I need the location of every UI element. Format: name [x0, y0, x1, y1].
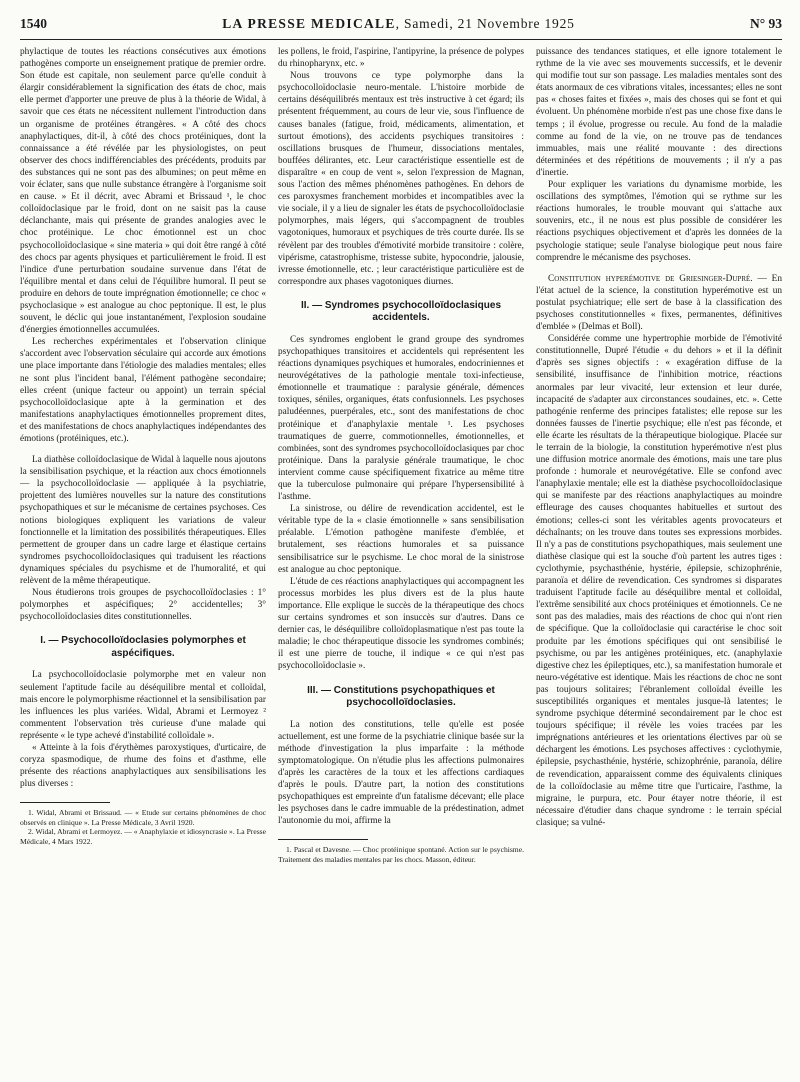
paragraph: Considérée comme une hypertrophie morbide de l'émotivité constitutionnelle, Dupré l'étudie « du dehors » et il la définit d'après ses signes objectifs : « exagération diffuse de la sensibilité, insuffisance de l'inhibition motrice, réactions anormales par leur vivacité, leur extension et leur durée, incapacité de s'adapter aux circonstances soudaines, etc. ». Cette pathogénie renferme des principes fatalistes; elle repose sur les données fausses de l'inertie psychique; elle n'est pas féconde, et elle écarte les résultats de la thérapeutique biologique. Placée sur le terrain de la biologie, la constitution hyperémotive n'est plus une diffusion motrice anormale des émotions, mais une tare plus profonde : humorale et neurovégétative. Elle se confond avec l'anaphylaxie mentale; elle est la diathèse psychocolloïdoclasique qui se manifeste par des réactions anaphylactiques au moindre effleurage des causes choquantes habituelles et surtout des émotions; celles-ci sont les véritables agents provocateurs et déchaînants; on les trouve dans toutes ses expressions morbides. Il n'y a pas de constitutions psychopathiques, mais seulement une diathèse clasique qui est la souche d'où partent les autres tiges : cyclothymie, psychasthénie, hystérie, épilepsie, schizophrénie, paranoïa et délire de revendication. Ces syndromes si disparates traduisent l'aptitude facile au déséquilibre mental et colloïdal, l'extrême sensibilité aux chocs protéiniques et émotionnels. Ce ne sont pas des maladies, mais des réactions de choc qui n'ont rien de spécifique. Que la colloïdoclasie qui caractérise le choc soit produite par les émotions spécifiques qui ont sensibilisé le psychisme, ou par les antigènes protéiniques, etc. (anaphylaxie digestive chez les épileptiques, etc.), sa manifestation humorale et neuro-végétative est identique. Mais les réactions de choc ne sont pas toujours solitaires; l'ébranlement colloïdal éveille les susceptibilités organiques et mentales jusque-là latentes; le syndrome psychique déterminé secondairement par le choc est toujours spécifique; il révèle les voies tracées par les imprégnations antérieures et les orientations électives par où se déchargent les émotions. Les psychoses affectives : cyclothymie, épilepsie, psychasthénie, hystérie, schizophrénie, paranoïa, délire de revendication, apparaissent comme des équivalents cliniques de la colloïdoclasie au même titre que l'urticaire, l'asthme, la migraine, le purpura, etc. Pour étayer notre théorie, il est nécessaire d'étudier dans chaque syndrome : le terrain spécial clasique; sa vulné- [536, 334, 782, 828]
paragraph: L'étude de ces réactions anaphylactiques qui accompagnent les processus morbides les plus divers est de la plus haute importance. Elle explique le succès de la thérapeutique des chocs sur certains syndromes et son insuccès sur d'autres. Dans ce dernier cas, le déséquilibre colloïdoplasmatique n'est pas toute la maladie; le choc thérapeutique dissocie les syndromes combinés; il est une pierre de touche, il indique « ce qui n'est pas psychocolloïdoclasie ». [278, 576, 524, 672]
paragraph: Nous étudierons trois groupes de psychocolloïdoclasies : 1° polymorphes et aspécifiques; 2° accidentelles; 3° psychocolloïdoclasies dites constitutionnelles. [20, 588, 266, 623]
footnote-rule [278, 839, 368, 840]
page-header: 1540 LA PRESSE MEDICALE, Samedi, 21 Novembre 1925 N° 93 [20, 16, 782, 31]
issue-number: N° 93 [749, 16, 782, 31]
section-heading-1: I. — Psychocolloïdoclasies polymorphes et aspécifiques. [40, 635, 246, 659]
run-in-heading: Constitution hyperémotive de Griesinger-Dupré. [548, 273, 753, 284]
paragraph-text: — En l'état actuel de la science, la constitution hyperémotive est un postulat psychiatrique; elle sert de base à la classification des psychoses constitutionnelles « fixes, permanentes, définitives d'emblée » (Delmas et Boll). [536, 273, 782, 333]
paragraph: phylactique de toutes les réactions consécutives aux émotions pathogènes comporte un enseignement pratique de premier ordre. Son étude est capitale, non seulement parce qu'elle conduit à élargir considérablement la signification des états de choc, mais elle permet d'apporter une preuve de plus à la théorie de Widal, à savoir que ces états ne nécessitent nullement l'introduction dans un organisme de protéines étrangères. « A côté des chocs anaphylactiques, dit-il, à côté des chocs protéiniques, dont la connaissance a été révélée par les physiologistes, on peut observer des chocs indifférenciables des précédents, produits par des substances qui ne sont pas des albumines; on peut même en voir éclater, sans que nulle substance étrangère à l'organisme soit en cause. » Et il décrit, avec Abrami et Brissaud ¹, le choc colloïdoclasique par le froid, dont on ne saisit pas la cause déclanchante, mais qui présente de grandes analogies avec le choc protéinique. Le choc émotionnel est un choc psychocolloïdoclasique « sine materia » qui doit être rangé à côté des chocs par agents physiques et particulièrement le froid. Il est l'indice d'une perturbation soudaine survenue dans l'état de l'équilibre mental et dans celui de l'équilibre humoral. Il peut se produire en dehors de toute imprégnation émotionnelle; ce choc « psychoclasique » est analogue au choc peptonique. Il est, le plus souvent, le déclic qui joue instantanément, l'explosion soudaine d'énergies émotionnelles accumulées. [20, 47, 266, 336]
footnote-2: 2. Widal, Abrami et Lermoyez. — « Anaphylaxie et idiosyncrasie ». La Presse Médicale, 4 Mars 1922. [20, 827, 266, 846]
paragraph: La psychocolloïdoclasie polymorphe met en valeur non seulement l'aptitude facile au déséquilibre mental et colloïdal, mais encore le polymorphisme réactionnel et la sensibilisation par les influences les plus variées. Widal, Abrami et Lermoyez ² commentent l'observation très curieuse d'une malade qui représente « le type achevé d'instabilité colloïdale ». [20, 670, 266, 741]
section-heading-2: II. — Syndromes psychocolloïdoclasiques accidentels. [300, 299, 502, 324]
footnote-1: 1. Widal, Abrami et Brissaud. — « Etude sur certains phénomènes de choc observés en clinique ». La Presse Médicale, 3 Avril 1920. [20, 808, 266, 827]
paragraph: « Atteinte à la fois d'érythèmes paroxystiques, d'urticaire, de coryza spasmodique, de rhume des foins et d'asthme, elle présente des réactions anaphylactiques aux sensibilisations les plus diverses : [20, 742, 266, 790]
section-heading-3: III. — Constitutions psychopathiques et psychocolloïdoclasies. [307, 684, 495, 708]
paragraph: Nous trouvons ce type polymorphe dans la psychocolloïdoclasie neuro-mentale. L'histoire morbide de certains déséquilibrés mentaux est très instructive à cet égard; ils présentent fréquemment, au cours de leur vie, sous l'influence de causes banales (fatigue, froid, médicaments, alimentation, et surtout émotions), des accidents psychiques transitoires : oscillations brusques de l'humeur, dissociations mentales, bouffées délirantes, etc. Leur caractéristique essentielle est de disparaître « en coup de vent », selon l'expression de Magnan, sous l'action des mêmes phénomènes pathogènes. En dehors de ces paroxysmes franchement morbides et incompatibles avec la vie sociale, il y a lieu de signaler les états de psychocolloïdoclasie polymorphes, mais légers, qui s'accompagnent de troubles vagotoniques, humoraux et psychiques de très courte durée. Ils se révèlent par des troubles d'émotivité morbide transitoire : colère, vipérisme, catastrophisme, tristesse subite, hypocondrie, jalousie, ivresse émotionnelle, etc. ; leur caractéristique particulière est de correspondre aux phases vagotoniques diurnes. [278, 71, 524, 287]
page-number: 1540 [20, 16, 47, 31]
paragraph: les pollens, le froid, l'aspirine, l'antipyrine, la présence de polypes du rhinopharynx, etc. » [278, 47, 524, 70]
article-columns [20, 46, 782, 1076]
paragraph: La sinistrose, ou délire de revendication accidentel, est le véritable type de la « clasie émotionnelle » sans sensibilisation préalable. L'émotion pathogène manifeste d'emblée, et brutalement, ses réactions humorales et sa puissance sensibilisatrice sur le psychisme. Le choc moral de la sinistrose est analogue au choc peptonique. [278, 504, 524, 575]
newspaper-page [20, 16, 782, 1076]
footnote-rule [20, 802, 110, 803]
paragraph: puissance des tendances statiques, et elle ignore totalement le rythme de la vie avec ses mouvements successifs, et le devenir qui modifie tout sur son passage. Les maladies mentales sont des états anormaux de ces vibrations vitales, incessantes; elles ne sont pas « choses faites et fixées », mais des choses qui se font et qui évoluent. Un phénomène morbide n'est pas une chose fixe dans le temps ; il évolue, progresse ou recule. Au fond de la maladie comme au fond de la vie, on ne trouve pas de tendances immuables, mais une réalité mouvante : des directions déterminées et des répétitions de mouvements ; il n'y a pas d'inertie. [536, 47, 782, 178]
column-2 [278, 46, 524, 1076]
paragraph-constitution [536, 273, 782, 333]
paragraph: Les recherches expérimentales et l'observation clinique s'accordent avec l'observation séculaire qui accorde aux émotions une place importante dans l'étiologie des maladies mentales; elles ne sont plus l'incident banal, l'élément pathogène secondaire; elles créent (unique facteur ou appoint) un terrain spécial psychocolloïdoclasique apte à la germination et des manifestations anaphylactiques émotionnelles proprement dites, et des manifestations de chocs anaphylactiques indépendantes des émotions (protéiniques, etc.). [20, 337, 266, 444]
paragraph: Pour expliquer les variations du dynamisme morbide, les oscillations des symptômes, l'émotion qui se rythme sur les réactions humorales, le trouble mouvant qui s'attache aux souvenirs, etc., il ne nous est plus possible de considérer les réactions psychiques objectivement et d'après les données de la psychologie statique; seule l'analyse biologique peut nous faire comprendre le mécanisme des psychoses. [536, 180, 782, 263]
column-3 [536, 46, 782, 1076]
footnote-1: 1. Pascal et Davesne. — Choc protéinique spontané. Action sur le psychisme. Traitement des maladies mentales par les chocs. Masson, éditeur. [278, 845, 524, 864]
paragraph: Ces syndromes englobent le grand groupe des syndromes psychopathiques transitoires et accidentels qui représentent les réactions dynamiques psychiques et humorales, endocriniennes et neurovégétatives de la pathologie mentale toxi-infectieuse, émotionnelle et traumatique : paralysie générale, démences toxiques, séniles, organiques, états confusionnels. Les psychoses paludéennes, puerpérales, etc., sont des manifestations de choc protéinique et d'anaphylaxie mentale ¹. Les psychoses traumatiques de guerre, commotionnelles, émotionnelles, et combinées, sont des syndromes psychocolloïdoclasiques par choc protéinique. Dans la paralysie générale traumatique, le choc intervient comme cause spécifiquement fixatrice au même titre que la tuberculose pulmonaire qui prépare l'hypersensibilité à l'asthme. [278, 334, 524, 503]
column-1 [20, 46, 266, 1076]
header-rule [20, 39, 782, 40]
paragraph: La notion des constitutions, telle qu'elle est posée actuellement, est une forme de la psychiatrie clinique basée sur la méthode d'investigation la plus imparfaite : la méthode symptomatologique. On n'étudie plus les affections pulmonaires d'après les caractères de la toux et les affections cardiaques d'après le pouls. D'autre part, la notion des constitutions psychopathiques est empreinte d'un fatalisme décevant; elle place les psychoses dans le cadre immuable de la prédestination, admet l'autonomie du moi, affirme la [278, 719, 524, 827]
paragraph: La diathèse colloïdoclasique de Widal à laquelle nous ajoutons la sensibilisation psychique, et la réaction aux chocs émotionnels — la psychocolloïdoclasie — appliquée à la psychiatrie, projettent des lumières nouvelles sur la nature des constitutions psychopathiques et sur le mécanisme de certaines psychoses. Ces notions biologiques expliquent les variations de valeur fonctionnelle et la limitation des possibilités thérapeutiques. Elles permettent de grouper dans un cadre large et élastique certains syndromes psychocolloïdoclasiques qui traduisent les réactions dynamiques spéciales du psychisme et de l'humoralité, et qui relèvent de la même thérapeutique. [20, 455, 266, 587]
journal-title: LA PRESSE MEDICALE [222, 16, 396, 31]
issue-date: Samedi, 21 Novembre 1925 [404, 16, 575, 31]
